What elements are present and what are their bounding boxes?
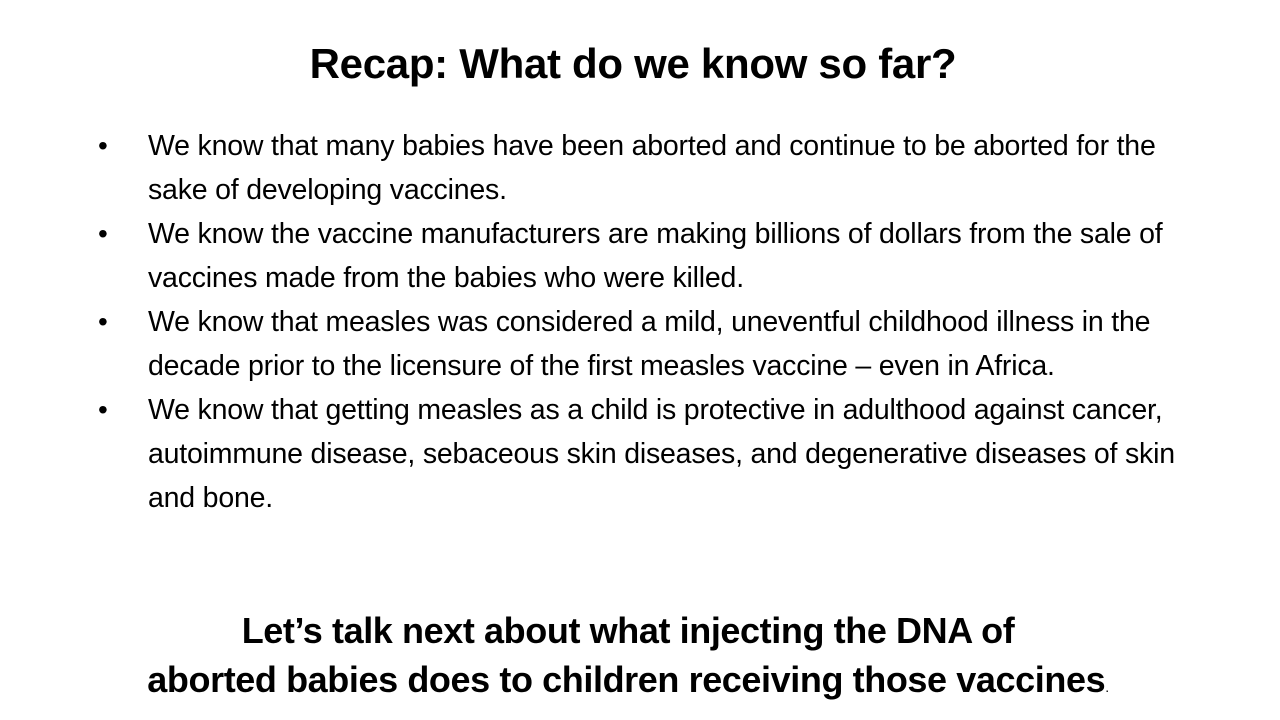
bullet-icon: •	[98, 394, 108, 425]
bullet-text: We know the vaccine manufacturers are making billions of dollars from the sale of vaccines made from the babies who were killed.	[148, 218, 1163, 294]
slide-title: Recap: What do we know so far?	[309, 40, 957, 87]
bullet-text: We know that many babies have been aborted and continue to be aborted for the sake of developing vaccines.	[148, 130, 1156, 206]
closing-statement	[0, 606, 1256, 712]
bullet-icon: •	[98, 218, 108, 249]
bullet-icon: •	[98, 306, 108, 337]
bullet-item	[98, 124, 1208, 212]
closing-line-2: aborted babies does to children receiving those vaccines	[147, 659, 1106, 700]
bullet-text: We know that measles was considered a mild, uneventful childhood illness in the decade prior to the licensure of the first measles vaccine – even in Africa.	[148, 306, 1151, 382]
closing-line-1: Let’s talk next about what injecting the DNA of	[241, 610, 1015, 651]
bullet-item	[98, 388, 1208, 520]
bullet-text: We know that getting measles as a child is protective in adulthood against cancer, autoimmune disease, sebaceous skin diseases, and degenerative diseases of skin and bone.	[148, 394, 1175, 514]
closing-period: .	[1105, 679, 1109, 695]
bullet-item	[98, 300, 1208, 388]
bullet-icon: •	[98, 130, 108, 161]
bullet-list	[98, 124, 1208, 520]
bullet-item	[98, 212, 1208, 300]
